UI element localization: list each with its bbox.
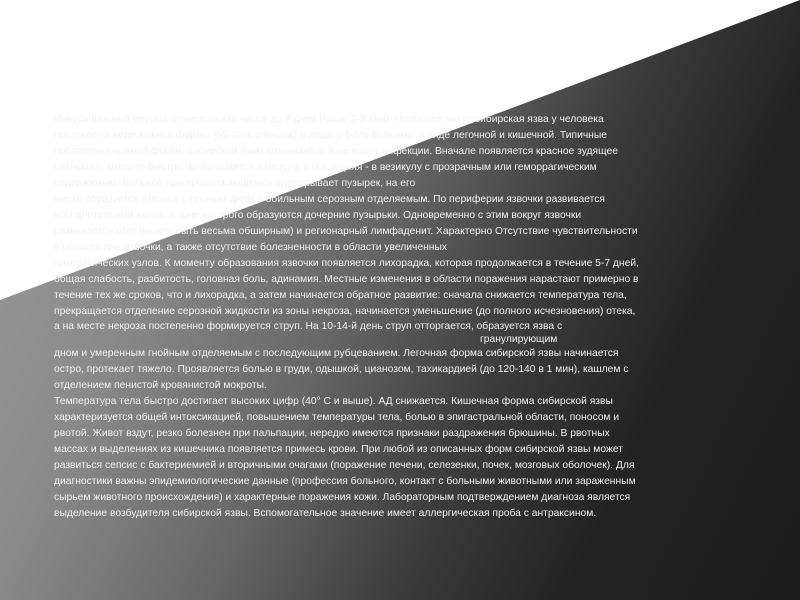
body-line: лимфатических узлов. К моменту образования язвочки появляется лихорадка, которая продолжается в течение 5-7 дней,	[54, 258, 639, 269]
body-line: Инкубационный период от нескольких часов до 8 дней (чаще 2-3 дня). Наиболее часто сибирская язва у человека	[54, 114, 604, 125]
body-line: проявления кожной формы сибирской язвы возникают в зоне ворот инфекции. Вначале появляется красное зудящее	[54, 146, 618, 157]
body-line: месте образуется язвочка с темным дном и обильным серозным отделяемым. По периферии язвочки развивается	[54, 194, 605, 205]
body-line: дном и умеренным гнойным отделяемым с последующим рубцеванием. Легочная форма сибирской язвы начинается	[54, 348, 619, 359]
body-line: протекает в виде кожной формы (95-99% случаев) и лишь у 1-5% больных- в виде легочной и кишечной. Типичные	[54, 130, 607, 141]
body-line: гранулирующим	[480, 334, 558, 345]
body-line: выделение возбудителя сибирской язвы. Вспомогательное значение имеет аллергическая проба с антраксином.	[54, 508, 597, 519]
body-line: отделением пенистой кровянистой мокроты.	[54, 380, 267, 391]
body-line: сырьем животного происхождения) и характерные поражения кожи. Лабораторным подтверждением диагноза является	[54, 492, 631, 503]
slide-title: Симптомы, течение	[206, 56, 520, 91]
body-line: Температура тела быстро достигает высоких цифр (40° С и выше). АД снижается. Кишечная форма сибирской язвы	[54, 396, 613, 407]
body-line: пятнышко, которое быстро превращается в папулу, а последняя - в везикулу с прозрачным или геморрагическим	[54, 162, 597, 173]
body-line: прекращается отделение серозной жидкости из зоны некроза, начинается уменьшение (до полного исчезновения) отека,	[54, 306, 636, 317]
body-line: диагностики важны эпидемиологические данные (профессия больного, контакт с больными животными или зараженным	[54, 476, 636, 487]
body-line: развивается отек (может быть весьма обширным) и регионарный лимфаденит. Характерно Отсутствие чувствительности	[54, 226, 638, 237]
slide-body-text	[54, 112, 754, 522]
body-line: рвотой. Живот вздут, резко болезнен при пальпации, нередко имеются признаки раздражения брюшины. В рвотных	[54, 428, 610, 439]
body-line: течение тех же сроков, что и лихорадка, а затем начинается обратное развитие: сначала снижается температура тела,	[54, 290, 627, 301]
body-line: общая слабость, разбитость, головная боль, адинамия. Местные изменения в области поражения нарастают примерно в	[54, 274, 639, 285]
body-line: а на месте некроза постепенно формируется струп. На 10-14-й день струп отторгается, образуется язва с	[54, 321, 563, 332]
body-line: массах и выделениях из кишечника появляется примесь крови. При любой из описанных форм сибирской язвы может	[54, 444, 623, 455]
body-line: характеризуется общей интоксикацией, повышением температуры тела, болью в эпигастральной области, поносом и	[54, 412, 620, 423]
body-line: остро, протекает тяжело. Проявляется болью в груди, одышкой, цианозом, тахикардией (до 120-140 в 1 мин), кашлем с	[54, 364, 629, 375]
body-line: в области дна язвочки, а также отсутствие болезненности в области увеличенных	[54, 242, 448, 253]
body-line: развиться сепсис с бактериемией и вторичными очагами (поражение печени, селезенки, почек, мозговых оболочек). Для	[54, 460, 635, 471]
body-line: воспалительный валик, в зоне которого образуются дочерние пузырьки. Одновременно с этим вокруг язвочки	[54, 210, 582, 221]
body-line: содержимым. Больной при продолжающемся зуде срывает пузырек, на его	[54, 178, 416, 189]
